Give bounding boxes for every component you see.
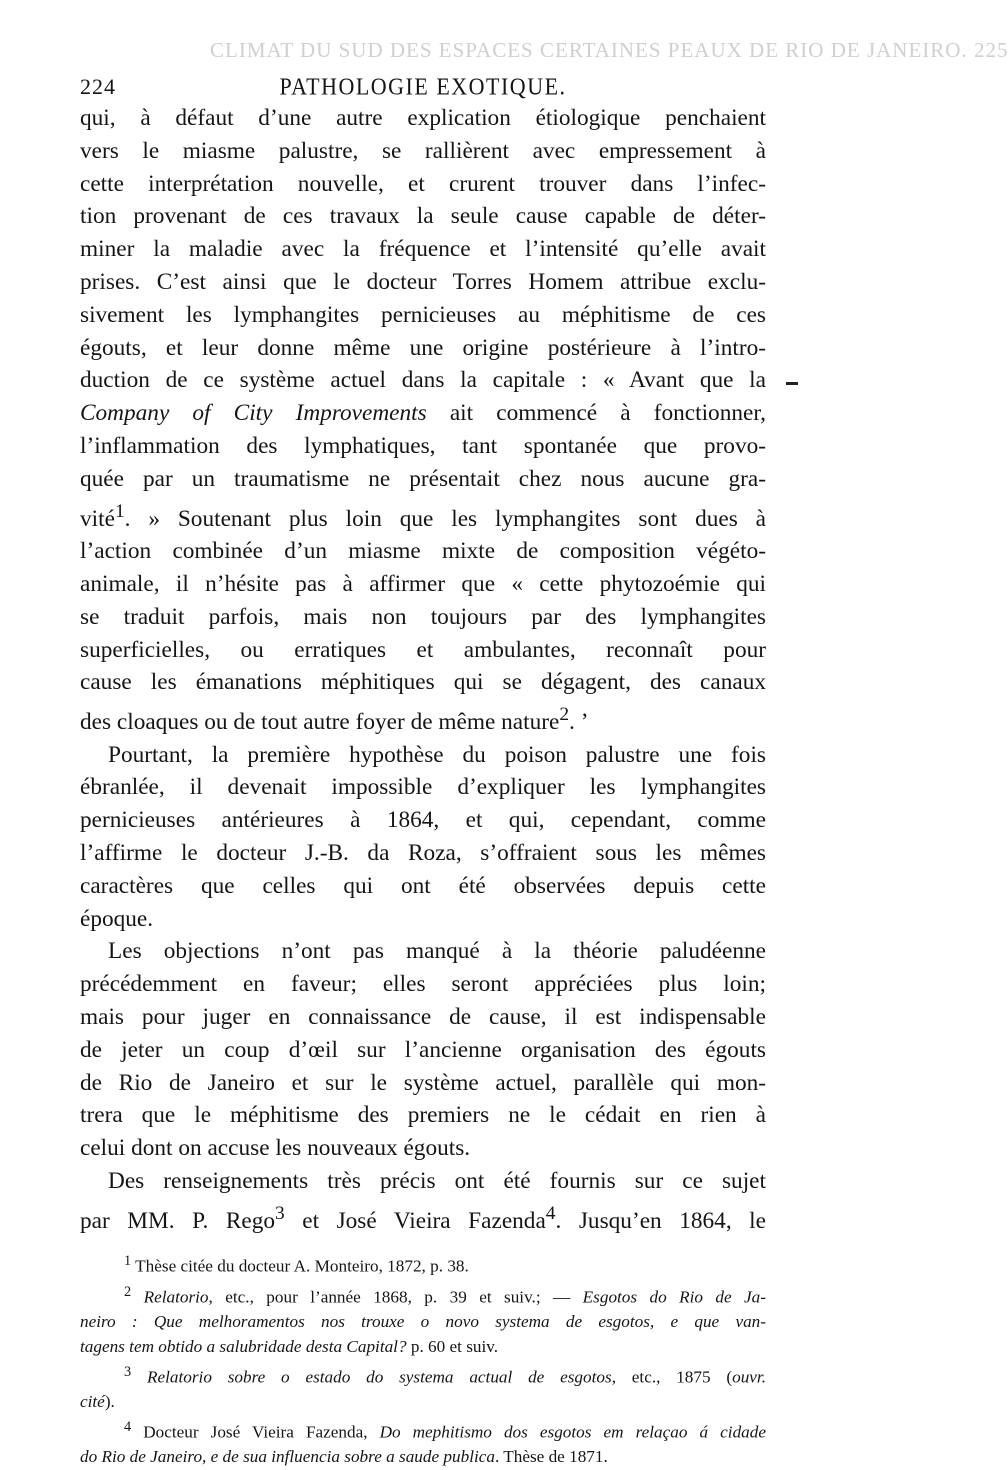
footnote-line: $^1$ Thèse citée du docteur A. Monteiro, 1872, p. 38. — [124, 1253, 469, 1277]
text-line: Des renseignements très précis ont été fournis sur ce sujet — [108, 1168, 766, 1195]
text-line: tion provenant de ces travaux la seule cause capable de déter- — [80, 203, 766, 230]
page-edge-mark — [786, 382, 798, 385]
footnote-number: 2 — [124, 1283, 132, 1300]
text-line: vité$^1$. » Soutenant plus loin que les lymphangites sont dues à — [80, 500, 766, 532]
text-line: animale, il n’hésite pas à affirmer que « cette phytozoémie qui — [80, 570, 766, 597]
text-line: égouts, et leur donne même une origine postérieure à l’intro- — [80, 334, 766, 361]
text-line: ébranlée, il devenait impossible d’expliquer les lymphangites — [80, 774, 766, 801]
text-line: superficielles, ou erratiques et ambulantes, reconnaît pour — [80, 636, 766, 663]
footnote-ref: 3 — [275, 1202, 285, 1224]
text-line: Company of City Improvements ait commencé à fonctionner, — [80, 400, 766, 427]
footnote-ref: 2 — [559, 704, 570, 726]
body-text — [80, 102, 766, 1237]
book-page — [80, 72, 766, 1470]
text-line: se traduit parfois, mais non toujours par des lymphangites — [80, 603, 766, 630]
italic-reference: Relatorio — [143, 1287, 209, 1307]
footnote-number: 3 — [124, 1363, 132, 1380]
text-line: mais pour juger en connaissance de cause, il est indispensable — [80, 1004, 766, 1031]
italic-reference: tagens tem obtido a salubridade desta Capital? — [80, 1336, 407, 1356]
text-line: cause les émanations méphitiques qui se dégagent, des canaux — [80, 669, 766, 696]
italic-reference: ouvr. — [732, 1367, 767, 1387]
footnote-line: $^4$ Docteur José Vieira Fazenda, Do mephitismo dos esgotos em relaçao á cidade — [124, 1418, 766, 1442]
text-line: quée par un traumatisme ne présentait chez nous aucune gra- — [80, 465, 766, 492]
text-line: celui dont on accuse les nouveaux égouts. — [80, 1135, 471, 1162]
footnote-line: do Rio de Janeiro, e de sua influencia sobre a saude publica. Thèse de 1871. — [80, 1447, 608, 1467]
text-line: vers le miasme palustre, se rallièrent avec empressement à — [80, 137, 766, 164]
text-line: trera que le méphitisme des premiers ne le cédait en rien à — [80, 1102, 766, 1129]
text-line: précédemment en faveur; elles seront appréciées plus loin; — [80, 971, 766, 998]
text-line: l’action combinée d’un miasme mixte de composition végéto- — [80, 538, 766, 565]
footnote-line: $^2$ Relatorio, etc., pour l’année 1868, p. 39 et suiv.; — Esgotos do Rio de Ja- — [124, 1283, 766, 1307]
text-line: des cloaques ou de tout autre foyer de même nature$^2$. ’ — [80, 704, 589, 735]
footnote-line: $^3$ Relatorio sobre o estado do systema actual de esgotos, etc., 1875 (ouvr. — [124, 1363, 767, 1387]
text-line: Les objections n’ont pas manqué à la théorie paludéenne — [108, 938, 766, 965]
italic-reference: Esgotos do Rio de Ja- — [582, 1287, 766, 1307]
italic-title: Company of City Improvements — [80, 400, 427, 427]
italic-reference: Do mephitismo dos esgotos em relaçao á cidade — [379, 1422, 766, 1442]
text-line: qui, à défaut d’une autre explication étiologique penchaient — [80, 105, 766, 131]
text-line: l’inflammation des lymphatiques, tant spontanée que provo- — [80, 432, 766, 459]
page-header — [80, 72, 766, 102]
italic-reference: do Rio de Janeiro, e de sua influencia sobre a saude publica — [80, 1447, 495, 1467]
text-line: époque. — [80, 905, 154, 932]
text-line: cette interprétation nouvelle, et crurent trouver dans l’infec- — [80, 170, 766, 197]
text-line: sivement les lymphangites pernicieuses au méphitisme de ces — [80, 301, 766, 328]
text-line: par MM. P. Rego$^3$ et José Vieira Fazenda$^4$. Jusqu’en 1864, le — [80, 1202, 766, 1234]
text-line: caractères que celles qui ont été observées depuis cette — [80, 872, 766, 899]
italic-reference: Relatorio sobre o estado do systema actual de esgotos — [146, 1367, 612, 1387]
bleed-through-text: CLIMAT DU SUD DES ESPACES CERTAINES PEAUX DE RIO DE JANEIRO. 225 — [210, 38, 1008, 62]
text-line: l’affirme le docteur J.-B. da Roza, s’offraient sous les mêmes — [80, 840, 766, 867]
text-line: pernicieuses antérieures à 1864, et qui, cependant, comme — [80, 807, 766, 834]
page-number: 224 — [80, 74, 116, 99]
text-line: miner la maladie avec la fréquence et l’intensité qu’elle avait — [80, 236, 766, 263]
italic-reference: neiro : Que melhoramentos nos trouxe o novo systema de esgotos, e que van- — [80, 1312, 766, 1332]
text-line: prises. C’est ainsi que le docteur Torres Homem attribue exclu- — [80, 268, 766, 295]
footnote-ref: 1 — [114, 500, 125, 522]
footnote-number: 4 — [124, 1418, 132, 1435]
text-line: Pourtant, la première hypothèse du poison palustre une fois — [108, 741, 766, 768]
footnote-ref: 4 — [545, 1202, 556, 1224]
footnote-number: 1 — [124, 1253, 132, 1270]
footnote-line: cité). — [80, 1392, 115, 1412]
text-line: de Rio de Janeiro et sur le système actuel, parallèle qui mon- — [80, 1069, 766, 1096]
text-line: duction de ce système actuel dans la capitale : « Avant que la — [80, 367, 766, 394]
footnotes — [80, 1249, 766, 1470]
italic-reference: cité — [80, 1392, 105, 1412]
text-line: de jeter un coup d’œil sur l’ancienne organisation des égouts — [80, 1036, 766, 1063]
footnote-line — [80, 1310, 766, 1335]
running-head: PATHOLOGIE EXOTIQUE. — [279, 72, 567, 100]
footnote-line: tagens tem obtido a salubridade desta Capital? p. 60 et suiv. — [80, 1336, 499, 1356]
